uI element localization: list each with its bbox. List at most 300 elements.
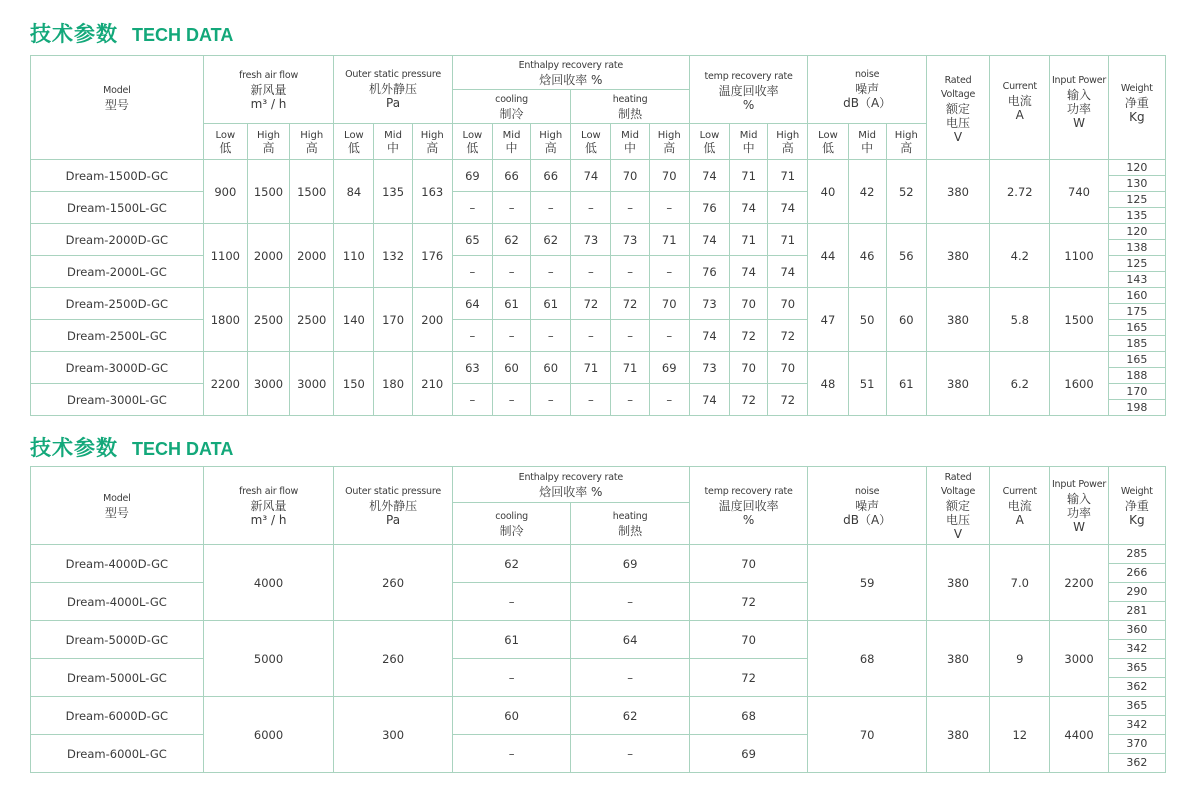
weight-entry: 185 (1126, 337, 1148, 350)
heating-value: – (611, 384, 649, 416)
table-row (31, 697, 1166, 735)
header-text: Pa (386, 512, 401, 527)
header-text: Low (344, 129, 364, 141)
noise-value: 70 (808, 697, 927, 773)
header-text: V (953, 526, 963, 541)
voltage-value: 380 (926, 621, 989, 697)
cooling-value: – (492, 384, 530, 416)
temp-value: 74 (689, 320, 729, 352)
header-weight (1108, 56, 1165, 160)
header-input-power (1050, 467, 1108, 545)
weight-value (1108, 256, 1165, 288)
header-text: 额定 (946, 102, 971, 116)
cooling-value: 63 (452, 352, 492, 384)
header-text: High (894, 129, 918, 141)
model-name: Dream-6000L-GC (31, 735, 204, 773)
header-text: High (257, 129, 280, 141)
model-name: Dream-2000D-GC (31, 224, 204, 256)
model-name: Dream-4000D-GC (31, 545, 204, 583)
header-text: 新风量 (250, 498, 287, 513)
weight-value (1108, 659, 1165, 697)
weight-value (1108, 352, 1165, 384)
current-value: 6.2 (990, 352, 1050, 416)
flow-value: 6000 (203, 697, 334, 773)
header-temp-recovery (689, 56, 808, 124)
model-name: Dream-5000L-GC (31, 659, 204, 697)
cooling-value: – (452, 256, 492, 288)
cooling-value: 61 (492, 288, 530, 320)
temp-value: 70 (730, 352, 768, 384)
header-text: 电压 (946, 116, 971, 130)
heating-value: – (571, 735, 690, 773)
model-name: Dream-2500L-GC (31, 320, 204, 352)
flow-value: 2500 (247, 288, 289, 352)
header-text: dB（A） (843, 512, 892, 527)
flow-value: 900 (203, 160, 247, 224)
heating-value: 72 (611, 288, 649, 320)
header-text: 温度回收率 (718, 84, 779, 98)
flow-value: 3000 (247, 352, 289, 416)
heating-value: – (571, 192, 611, 224)
heating-value: 69 (571, 545, 690, 583)
header-text: 中 (505, 140, 518, 155)
table-row (31, 160, 1166, 192)
cooling-value: – (531, 256, 571, 288)
header-temp-recovery (689, 467, 808, 545)
weight-value (1108, 384, 1165, 416)
weight-entry: 342 (1126, 718, 1148, 731)
header-text: fresh air flow (239, 485, 299, 497)
temp-value: 76 (689, 256, 729, 288)
header-text: Weight (1120, 485, 1153, 497)
header-text: cooling (495, 510, 528, 522)
temp-value: 71 (768, 224, 808, 256)
weight-entry: 342 (1126, 642, 1148, 655)
header-text: 高 (426, 140, 439, 155)
noise-value: 40 (808, 160, 848, 224)
temp-value: 72 (730, 320, 768, 352)
header-text: heating (612, 510, 648, 522)
heating-value: 73 (611, 224, 649, 256)
weight-entry: 125 (1109, 256, 1165, 272)
section-title-2 (30, 432, 233, 460)
header-text: 额定 (946, 498, 971, 513)
flow-value: 5000 (203, 621, 334, 697)
header-text: m³ / h (250, 512, 287, 527)
header-text: Mid (858, 129, 876, 141)
level-high (290, 124, 334, 160)
heating-value: – (649, 192, 689, 224)
level-high (412, 124, 452, 160)
weight-entry: 188 (1126, 369, 1148, 382)
header-text: temp recovery rate (704, 485, 793, 497)
heating-value: – (571, 659, 690, 697)
noise-value: 46 (848, 224, 886, 288)
weight-entry: 365 (1109, 659, 1165, 678)
heating-value: 62 (571, 697, 690, 735)
current-value: 2.72 (990, 160, 1050, 224)
weight-value (1108, 583, 1165, 621)
header-text: 中 (624, 140, 637, 155)
temp-value: 72 (768, 320, 808, 352)
header-text: 低 (821, 140, 834, 155)
header-text: Weight (1120, 83, 1153, 94)
cooling-value: 60 (531, 352, 571, 384)
header-text: 高 (663, 140, 676, 155)
cooling-value: 60 (452, 697, 571, 735)
model-name: Dream-2000L-GC (31, 256, 204, 288)
level-high (886, 124, 926, 160)
header-text: 机外静压 (369, 82, 418, 96)
heating-value: 73 (571, 224, 611, 256)
header-text: High (657, 129, 681, 141)
header-text: 净重 (1124, 498, 1149, 513)
flow-value: 4000 (203, 545, 334, 621)
header-text: Outer static pressure (345, 69, 442, 80)
header-text: A (1015, 108, 1024, 122)
cooling-value: – (531, 320, 571, 352)
heating-value: – (649, 320, 689, 352)
weight-value (1108, 697, 1165, 735)
header-text: High (300, 129, 324, 141)
cooling-value: 61 (452, 621, 571, 659)
header-text: 净重 (1124, 96, 1149, 110)
temp-value: 73 (689, 288, 729, 320)
header-text: 低 (466, 140, 479, 155)
cooling-value: – (531, 192, 571, 224)
header-text: W (1073, 116, 1085, 130)
header-text: 高 (544, 140, 557, 155)
header-text: 输入 (1067, 88, 1092, 102)
header-text: 低 (584, 140, 597, 155)
cooling-value: – (492, 320, 530, 352)
temp-value: 71 (768, 160, 808, 192)
pressure-value: 300 (334, 697, 453, 773)
cooling-value: 61 (531, 288, 571, 320)
pressure-value: 135 (374, 160, 412, 224)
flow-value: 2000 (290, 224, 334, 288)
weight-entry: 198 (1126, 401, 1148, 414)
header-text: Low (462, 129, 483, 141)
model-name: Dream-6000D-GC (31, 697, 204, 735)
level-low (571, 124, 611, 160)
header-text: noise (854, 485, 880, 497)
level-high (768, 124, 808, 160)
cooling-value: 60 (492, 352, 530, 384)
pressure-value: 150 (334, 352, 374, 416)
level-mid (848, 124, 886, 160)
section-title-1 (30, 18, 233, 46)
cooling-value: – (452, 192, 492, 224)
temp-value: 74 (730, 192, 768, 224)
temp-value: 71 (730, 224, 768, 256)
header-text: High (539, 129, 563, 141)
weight-entry: 135 (1126, 209, 1148, 222)
header-text: 焓回收率 % (539, 484, 603, 499)
level-low (452, 124, 492, 160)
header-text: Input Power (1051, 478, 1107, 490)
level-low (689, 124, 729, 160)
noise-value: 56 (886, 224, 926, 288)
temp-value: 73 (689, 352, 729, 384)
header-text: 型号 (104, 98, 129, 112)
header-input-power (1050, 56, 1108, 160)
noise-value: 60 (886, 288, 926, 352)
model-name: Dream-1500L-GC (31, 192, 204, 224)
header-text: % (742, 512, 755, 527)
header-text: High (776, 129, 800, 141)
voltage-value: 380 (926, 224, 989, 288)
weight-entry: 165 (1109, 352, 1165, 368)
pressure-value: 260 (334, 545, 453, 621)
header-text: 噪声 (855, 82, 880, 96)
weight-entry: 362 (1126, 680, 1148, 693)
flow-value: 1800 (203, 288, 247, 352)
heating-value: – (571, 384, 611, 416)
title-en: TECH DATA (132, 25, 234, 45)
cooling-value: 62 (492, 224, 530, 256)
cooling-value: – (452, 735, 571, 773)
header-text: Rated Voltage (940, 75, 976, 100)
header-text: Mid (621, 129, 639, 141)
heating-value: – (571, 320, 611, 352)
header-text: 机外静压 (369, 498, 418, 513)
header-text: 温度回收率 (718, 498, 779, 513)
cooling-value: 66 (492, 160, 530, 192)
temp-value: 74 (730, 256, 768, 288)
weight-entry: 362 (1126, 756, 1148, 769)
noise-value: 52 (886, 160, 926, 224)
header-text: 输入 (1067, 491, 1092, 506)
header-text: 高 (900, 140, 913, 155)
noise-value: 42 (848, 160, 886, 224)
model-name: Dream-5000D-GC (31, 621, 204, 659)
pressure-value: 176 (412, 224, 452, 288)
level-high (247, 124, 289, 160)
header-text: Enthalpy recovery rate (518, 59, 624, 71)
power-value: 1600 (1050, 352, 1108, 416)
model-name: Dream-4000L-GC (31, 583, 204, 621)
header-text: Current (1002, 81, 1037, 92)
header-text: 中 (387, 140, 400, 155)
tech-data-table-1 (30, 55, 1166, 416)
weight-value (1108, 224, 1165, 256)
temp-value: 70 (730, 288, 768, 320)
weight-entry: 130 (1126, 177, 1148, 190)
weight-value (1108, 545, 1165, 583)
model-name: Dream-1500D-GC (31, 160, 204, 192)
header-text: Pa (386, 96, 401, 110)
cooling-value: – (452, 384, 492, 416)
pressure-value: 260 (334, 621, 453, 697)
header-text: 电压 (946, 512, 971, 527)
weight-entry: 125 (1109, 192, 1165, 208)
cooling-value: 66 (531, 160, 571, 192)
table-row (31, 621, 1166, 659)
flow-value: 1500 (247, 160, 289, 224)
header-text: Outer static pressure (345, 485, 442, 497)
header-text: Rated Voltage (940, 471, 976, 497)
heating-value: – (611, 256, 649, 288)
header-text: 高 (262, 140, 275, 155)
noise-value: 47 (808, 288, 848, 352)
table-row (31, 545, 1166, 583)
header-text: 电流 (1007, 498, 1032, 513)
temp-value: 74 (689, 224, 729, 256)
temp-value: 70 (768, 352, 808, 384)
cooling-value: 64 (452, 288, 492, 320)
header-text: heating (612, 93, 648, 105)
header-text: 制热 (618, 523, 643, 538)
header-text: Mid (384, 129, 402, 141)
temp-value: 74 (768, 256, 808, 288)
noise-value: 59 (808, 545, 927, 621)
temp-value: 72 (689, 583, 808, 621)
cooling-value: – (492, 256, 530, 288)
pressure-value: 110 (334, 224, 374, 288)
header-noise (808, 467, 927, 545)
table-row (31, 467, 1166, 503)
temp-value: 70 (689, 621, 808, 659)
current-value: 12 (990, 697, 1050, 773)
weight-entry: 285 (1109, 545, 1165, 564)
pressure-value: 180 (374, 352, 412, 416)
heating-value: 70 (649, 160, 689, 192)
weight-entry: 165 (1109, 320, 1165, 336)
cooling-value: – (531, 384, 571, 416)
level-low (808, 124, 848, 160)
level-mid (611, 124, 649, 160)
current-value: 4.2 (990, 224, 1050, 288)
temp-value: 69 (689, 735, 808, 773)
temp-value: 72 (768, 384, 808, 416)
header-cooling (452, 503, 571, 545)
header-heating (571, 90, 690, 124)
temp-value: 70 (689, 545, 808, 583)
heating-value: 74 (571, 160, 611, 192)
title-cn: 技术参数 (30, 22, 118, 46)
voltage-value: 380 (926, 352, 989, 416)
header-static-pressure (334, 467, 453, 545)
flow-value: 1500 (290, 160, 334, 224)
weight-entry: 266 (1126, 566, 1148, 579)
cooling-value: – (452, 583, 571, 621)
header-text: Mid (502, 129, 521, 141)
header-text: 功率 (1067, 505, 1092, 520)
header-text: A (1015, 512, 1024, 527)
cooling-value: 65 (452, 224, 492, 256)
voltage-value: 380 (926, 697, 989, 773)
weight-entry: 360 (1109, 621, 1165, 640)
weight-value (1108, 192, 1165, 224)
noise-value: 50 (848, 288, 886, 352)
header-text: Kg (1129, 512, 1145, 527)
noise-value: 61 (886, 352, 926, 416)
weight-entry: 120 (1109, 160, 1165, 176)
pressure-value: 163 (412, 160, 452, 224)
temp-value: 71 (730, 160, 768, 192)
header-text: 低 (219, 140, 232, 155)
cooling-value: – (492, 192, 530, 224)
header-text: 制热 (618, 106, 643, 121)
level-high (531, 124, 571, 160)
weight-entry: 370 (1109, 735, 1165, 754)
heating-value: 70 (649, 288, 689, 320)
header-text: 制冷 (499, 523, 524, 538)
header-text: 低 (703, 140, 716, 155)
heating-value: – (649, 256, 689, 288)
header-text: Low (581, 129, 601, 141)
flow-value: 2500 (290, 288, 334, 352)
temp-value: 72 (689, 659, 808, 697)
header-text: 电流 (1007, 94, 1032, 108)
header-voltage (926, 56, 989, 160)
header-model (31, 56, 204, 160)
model-name: Dream-3000D-GC (31, 352, 204, 384)
heating-value: 70 (611, 160, 649, 192)
heating-value: – (571, 256, 611, 288)
header-text: 制冷 (499, 106, 524, 121)
header-current (990, 467, 1050, 545)
weight-value (1108, 160, 1165, 192)
pressure-value: 200 (412, 288, 452, 352)
header-voltage (926, 467, 989, 545)
header-text: temp recovery rate (704, 71, 793, 82)
header-text: Kg (1129, 110, 1145, 124)
header-text: Mid (739, 129, 758, 141)
heating-value: 71 (571, 352, 611, 384)
weight-entry: 138 (1126, 241, 1148, 254)
temp-value: 74 (768, 192, 808, 224)
header-heating (571, 503, 690, 545)
header-cooling (452, 90, 571, 124)
header-static-pressure (334, 56, 453, 124)
header-text: 低 (347, 140, 360, 155)
pressure-value: 170 (374, 288, 412, 352)
table-row (31, 288, 1166, 320)
pressure-value: 132 (374, 224, 412, 288)
cooling-value: 62 (531, 224, 571, 256)
weight-value (1108, 735, 1165, 773)
level-high (649, 124, 689, 160)
header-text: Input Power (1051, 75, 1107, 86)
heating-value: 72 (571, 288, 611, 320)
header-text: Low (818, 129, 838, 141)
noise-value: 68 (808, 621, 927, 697)
weight-entry: 170 (1109, 384, 1165, 400)
table-row (31, 352, 1166, 384)
weight-entry: 143 (1126, 273, 1148, 286)
header-text: 焓回收率 % (539, 72, 603, 87)
header-model (31, 467, 204, 545)
title-cn: 技术参数 (30, 436, 118, 460)
header-text: High (420, 129, 444, 141)
noise-value: 48 (808, 352, 848, 416)
current-value: 5.8 (990, 288, 1050, 352)
current-value: 7.0 (990, 545, 1050, 621)
weight-entry: 365 (1109, 697, 1165, 716)
table-row (31, 224, 1166, 256)
header-text: Current (1002, 485, 1037, 497)
cooling-value: 62 (452, 545, 571, 583)
header-text: 中 (742, 140, 755, 155)
voltage-value: 380 (926, 160, 989, 224)
cooling-value: – (452, 320, 492, 352)
heating-value: – (611, 192, 649, 224)
flow-value: 2000 (247, 224, 289, 288)
header-text: cooling (495, 93, 528, 105)
temp-value: 70 (768, 288, 808, 320)
